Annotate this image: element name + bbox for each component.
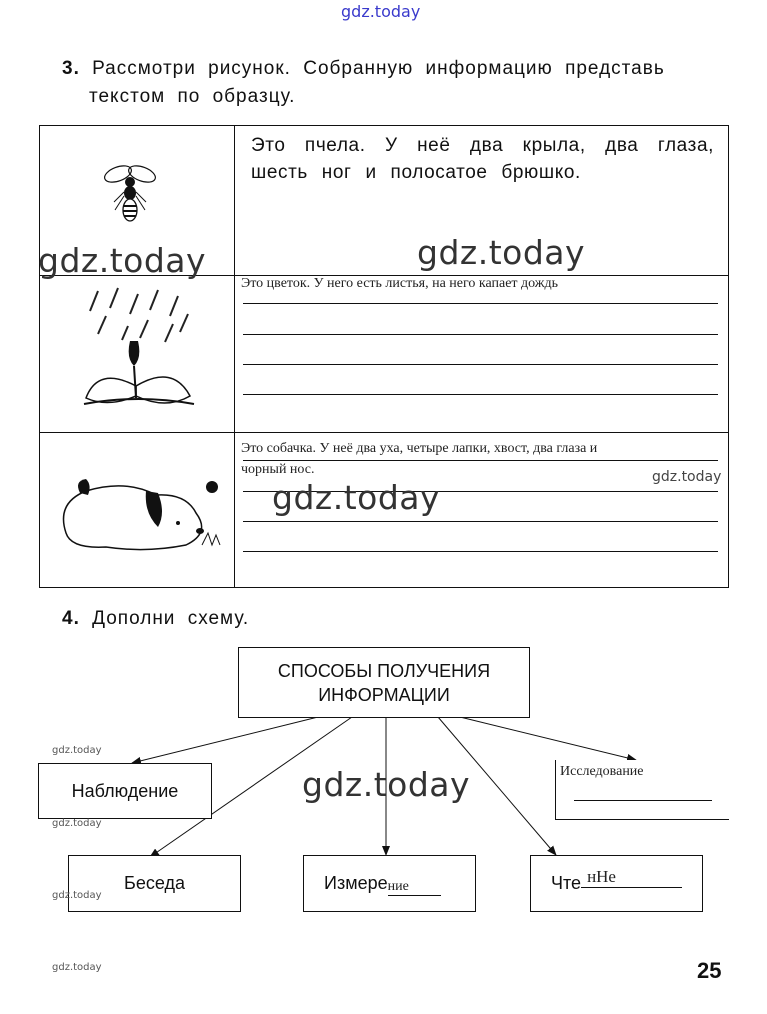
watermark: gdz.today — [52, 745, 102, 756]
scheme-center-box — [238, 647, 530, 718]
flower-answer: Это цветок. У него есть листья, на него капает дождь — [241, 276, 558, 291]
watermark: gdz.today — [272, 478, 441, 517]
scheme-measurement-answer: ние — [388, 879, 441, 896]
task4-title: Дополни схему. — [92, 608, 250, 629]
scheme-reading-prefix: Чте — [551, 873, 582, 893]
task3-line1: Рассмотри рисунок. Собранную информацию представь — [92, 58, 665, 79]
scheme-reading-answer: нНе — [581, 867, 682, 888]
watermark: gdz.today — [652, 469, 722, 485]
scheme-conversation-box — [68, 855, 241, 912]
scheme-center-line2: ИНФОРМАЦИИ — [318, 684, 450, 705]
watermark: gdz.today — [52, 962, 102, 973]
scheme-reading-box — [530, 855, 703, 912]
scheme-center-line1: СПОСОБЫ ПОЛУЧЕНИЯ — [277, 660, 491, 681]
scheme-conversation-label: Беседа — [124, 873, 185, 893]
page-number: 25 — [697, 958, 722, 983]
watermark: gdz.today — [417, 233, 586, 272]
task3-line2: текстом по образцу. — [89, 86, 296, 107]
scheme-research-box — [555, 760, 729, 820]
bee-description: Это пчела. У неё два крыла, два глаза, шесть ног и полосатое брюшко. — [251, 135, 714, 183]
scheme-measurement-prefix: Измере — [324, 873, 388, 893]
scheme-observation-box — [38, 763, 212, 819]
watermark: gdz.today — [52, 818, 102, 829]
watermark: gdz.today — [38, 241, 207, 280]
puppy-answer-line2: чорный нос. — [241, 462, 315, 477]
answer-line — [574, 800, 712, 801]
watermark-top: gdz.today — [341, 2, 421, 21]
task3-number: 3. — [62, 58, 80, 79]
scheme-measurement-box — [303, 855, 476, 912]
watermark: gdz.today — [52, 890, 102, 901]
scheme-observation-label: Наблюдение — [71, 780, 179, 801]
puppy-answer-line1: Это собачка. У неё два уха, четыре лапки, хвост, два глаза и — [241, 441, 598, 456]
scheme-research-answer: Исследование — [560, 764, 644, 779]
task4-number: 4. — [62, 608, 80, 629]
watermark: gdz.today — [302, 765, 471, 804]
